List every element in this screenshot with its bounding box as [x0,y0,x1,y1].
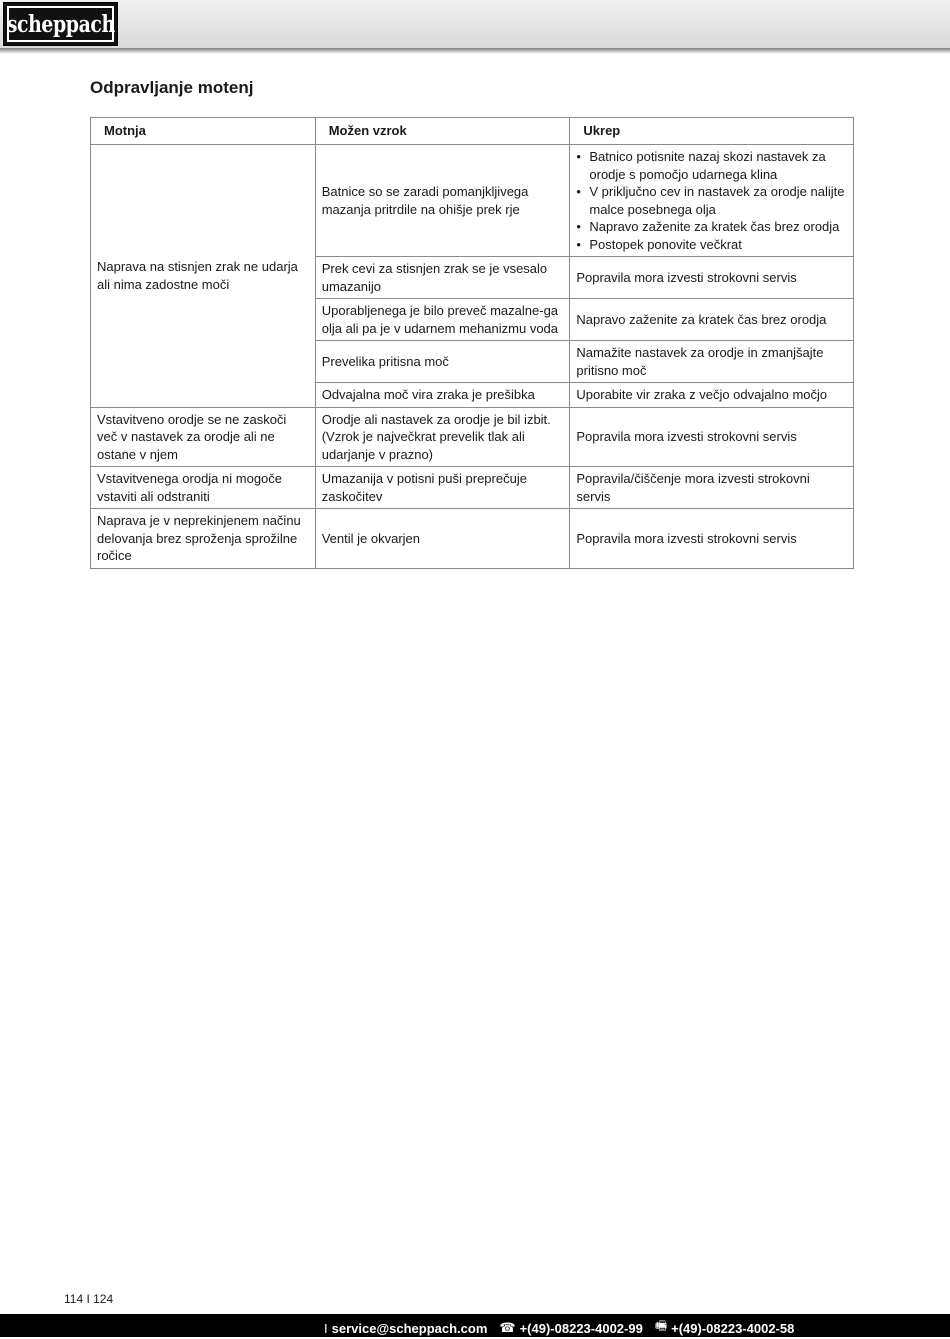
footer-contact [324,1317,794,1339]
fault-cell: Vstavitveno orodje se ne zaskoči več v nastavek za orodje ali ne ostane v njem [91,407,316,467]
footer-fax: +(49)-08223-4002-58 [671,1320,795,1336]
cause-cell: Odvajalna moč vira zraka je prešibka [315,383,570,408]
table-row [91,407,854,467]
remedy-list-item: • Postopek ponovite večkrat [576,236,847,254]
logo-text: scheppach [6,10,115,38]
fax-icon: 🖷 [654,1318,668,1333]
header-bar [0,0,950,48]
remedy-list-item: • V priključno cev in nastavek za orodje nalijte malce posebnega olja [576,183,847,218]
phone-icon: ☎ [499,1320,516,1335]
logo-frame [7,6,114,42]
header-shadow [0,48,950,54]
fault-cell: Vstavitvenega orodja ni mogoče vstaviti ali odstraniti [91,467,316,509]
remedy-cell: Napravo zaženite za kratek čas brez orodja [570,299,854,341]
footer-bar [0,1314,950,1337]
column-header-cause: Možen vzrok [315,118,570,145]
footer-email-link[interactable]: service@scheppach.com [331,1320,488,1336]
remedy-cell: Popravila mora izvesti strokovni servis [570,509,854,569]
troubleshooting-table [90,117,854,569]
cause-cell: Orodje ali nastavek za orodje je bil izbit. (Vzrok je največkrat prevelik tlak ali udarjanje v prazno) [315,407,570,467]
page-number: 114 I 124 [64,1292,114,1306]
table-header-row [91,118,854,145]
remedy-cell: Popravila mora izvesti strokovni servis [570,407,854,467]
cause-cell: Uporabljenega je bilo preveč mazalne-ga olja ali pa je v udarnem mehanizmu voda [315,299,570,341]
cause-cell: Prevelika pritisna moč [315,341,570,383]
remedy-list-item: • Napravo zaženite za kratek čas brez orodja [576,218,847,236]
scheppach-logo [3,2,118,46]
fault-cell: Naprava na stisnjen zrak ne udarja ali nima zadostne moči [91,145,316,408]
footer-separator: I [324,1320,328,1336]
column-header-remedy: Ukrep [570,118,854,145]
footer-phone: +(49)-08223-4002-99 [519,1320,643,1336]
table-row [91,509,854,569]
remedy-cell: Uporabite vir zraka z večjo odvajalno močjo [570,383,854,408]
remedy-list [576,148,847,253]
fault-cell: Naprava je v neprekinjenem načinu delovanja brez sproženja sprožilne ročice [91,509,316,569]
remedy-cell: Namažite nastavek za orodje in zmanjšajte pritisno moč [570,341,854,383]
page-title: Odpravljanje motenj [90,78,254,97]
remedy-list-item: • Batnico potisnite nazaj skozi nastavek za orodje s pomočjo udarnega klina [576,148,847,183]
cause-cell: Umazanija v potisni puši preprečuje zaskočitev [315,467,570,509]
remedy-cell: Popravila/čiščenje mora izvesti strokovni servis [570,467,854,509]
table-row [91,467,854,509]
remedy-cell: Popravila mora izvesti strokovni servis [570,257,854,299]
remedy-cell [570,145,854,257]
table-row [91,145,854,257]
cause-cell: Prek cevi za stisnjen zrak se je vsesalo umazanijo [315,257,570,299]
cause-cell: Ventil je okvarjen [315,509,570,569]
column-header-fault: Motnja [91,118,316,145]
cause-cell: Batnice so se zaradi pomanjkljivega mazanja pritrdile na ohišje prek rje [315,145,570,257]
